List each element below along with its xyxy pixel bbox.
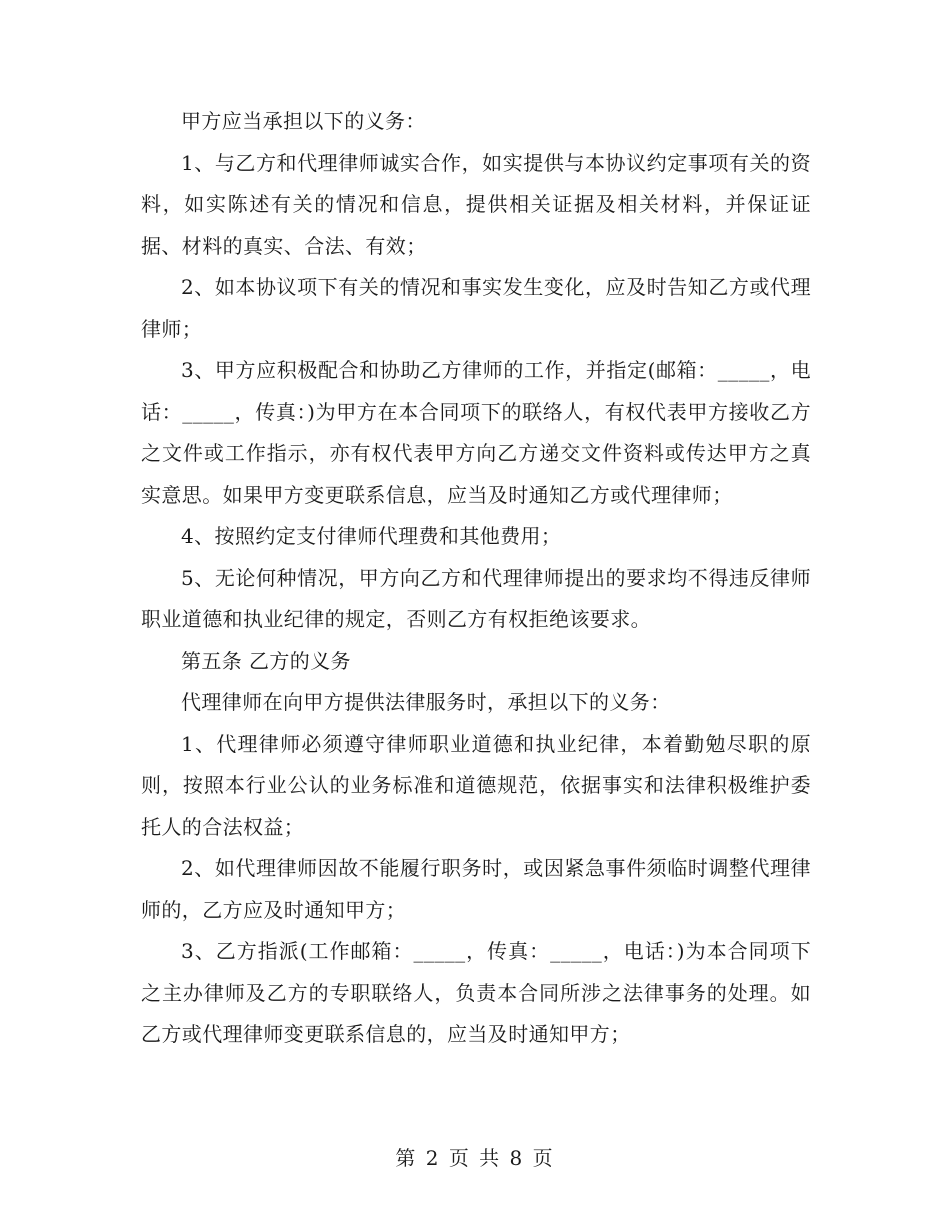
section-heading-article-5: 第五条 乙方的义务 <box>181 648 351 673</box>
paragraph-party-a-duty-2: 2、如本协议项下有关的情况和事实发生变化，应及时告知乙方或代理律师； <box>141 275 811 341</box>
paragraph-party-a-duty-3: 3、甲方应积极配合和协助乙方律师的工作，并指定(邮箱：_____，电话：_____，传真：)为甲方在本合同项下的联络人，有权代表甲方接收乙方之文件或工作指示，亦有权代表甲方向乙方递交文件资料或传达甲方之真实意思。如果甲方变更联系信息，应当及时通知乙方或代理律师； <box>141 358 811 507</box>
paragraph-party-b-duty-3: 3、乙方指派(工作邮箱：_____，传真：_____，电话：)为本合同项下之主办律师及乙方的专职联络人，负责本合同所涉之法律事务的处理。如乙方或代理律师变更联系信息的，应当及时通知甲方； <box>141 939 811 1046</box>
paragraph-party-b-intro: 代理律师在向甲方提供法律服务时，承担以下的义务： <box>181 690 671 714</box>
page-number-footer: 第 2 页 共 8 页 <box>395 1146 555 1170</box>
paragraph-party-b-duty-2: 2、如代理律师因故不能履行职务时，或因紧急事件须临时调整代理律师的，乙方应及时通知甲方； <box>141 856 811 922</box>
paragraph-party-a-intro: 甲方应当承担以下的义务： <box>181 109 426 133</box>
paragraph-party-a-duty-4: 4、按照约定支付律师代理费和其他费用； <box>181 524 562 548</box>
paragraph-party-b-duty-1: 1、代理律师必须遵守律师职业道德和执业纪律，本着勤勉尽职的原则，按照本行业公认的业务标准和道德规范，依据事实和法律积极维护委托人的合法权益； <box>141 731 811 839</box>
document-body <box>141 101 811 1056</box>
paragraph-party-a-duty-1: 1、与乙方和代理律师诚实合作，如实提供与本协议约定事项有关的资料，如实陈述有关的情况和信息，提供相关证据及相关材料，并保证证据、材料的真实、合法、有效； <box>141 150 811 258</box>
paragraph-party-a-duty-5: 5、无论何种情况，甲方向乙方和代理律师提出的要求均不得违反律师职业道德和执业纪律的规定，否则乙方有权拒绝该要求。 <box>141 565 811 631</box>
